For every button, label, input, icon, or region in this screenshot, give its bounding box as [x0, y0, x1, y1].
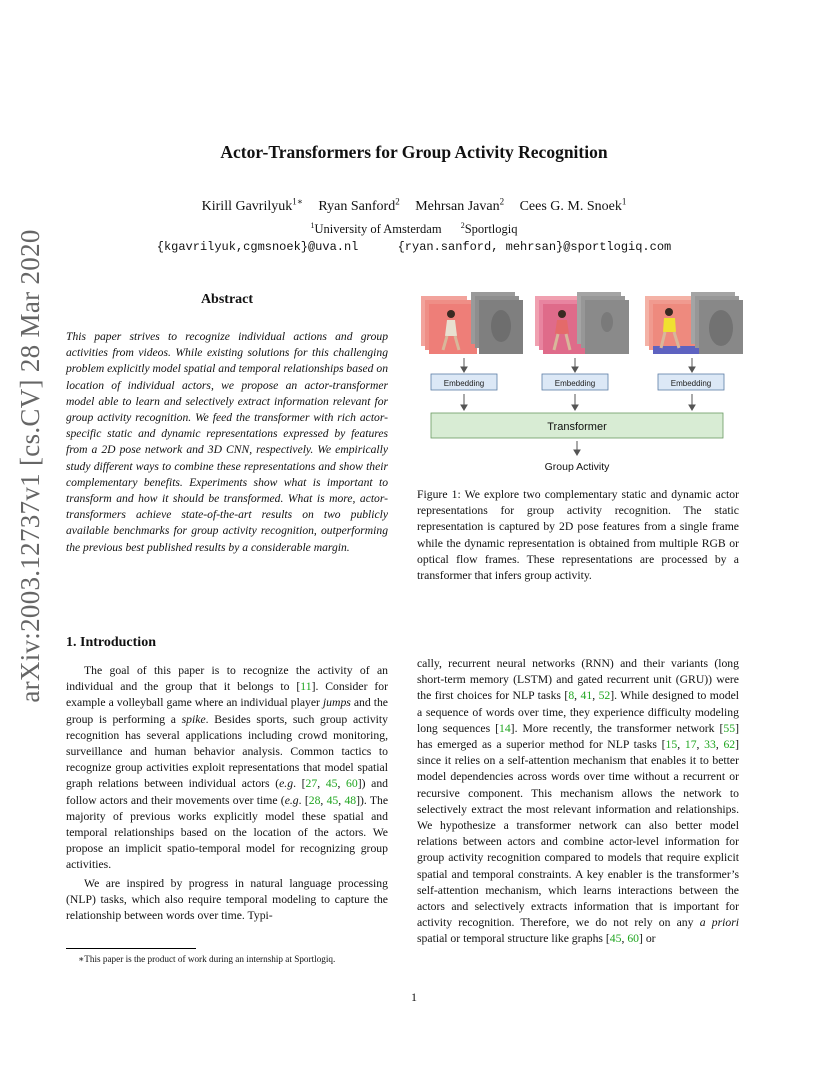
transformer-box [431, 413, 723, 438]
embedding-label-2: Embedding [554, 379, 596, 388]
embedding-box-3 [658, 374, 724, 390]
footnote: ∗This paper is the product of work during an internship at Sportlogiq. [78, 954, 336, 964]
intro-left-column [66, 663, 388, 924]
author-3: Mehrsan Javan$^2$ [415, 196, 505, 214]
abstract-text: This paper strives to recognize individual actions and group activities from videos. While existing solutions for this challenging problem explicitly model spatial and temporal relationships based on location of individual actors, we propose an actor-transformer model able to learn and selectively extract information relevant for group activity recognition. We feed the transformer with rich actor-specific static and dynamic representations expressed by features from a 2D pose network and 3D CNN, respectively. We empirically study different ways to combine these representations and show their complementary benefits. Experiments show what is important to transform and how it should be transformed. What is more, actor-transformers achieve state-of-the-art results on two publicly available benchmarks for group activity recognition, outperforming the previous best published results by a considerable margin. [66, 330, 388, 554]
embedding-box-2 [542, 374, 608, 390]
author-2: Ryan Sanford$^2$ [318, 196, 400, 214]
emails [0, 240, 828, 254]
actor-frames-3 [645, 292, 743, 354]
affiliation-2: $^2$Sportlogiq [460, 221, 518, 237]
embedding-label-1: Embedding [443, 379, 485, 388]
group-activity-label: Group Activity [544, 461, 610, 473]
arxiv-stamp: arXiv:2003.12737v1 [cs.CV] 28 Mar 2020 [15, 229, 45, 703]
transformer-label: Transformer [547, 421, 607, 433]
figure-1 [417, 288, 747, 478]
embedding-label-3: Embedding [670, 379, 712, 388]
embedding-box-1 [431, 374, 497, 390]
author-1: Kirill Gavrilyuk$^{1∗}$ [201, 196, 303, 214]
author-4: Cees G. M. Snoek$^1$ [519, 196, 627, 214]
arrows-top [461, 358, 695, 372]
intro-heading: 1. Introduction [66, 635, 156, 650]
intro-paragraph-2: We are inspired by progress in natural language processing (NLP) tasks, which also require temporal modeling to capture the relationship between words over time. Typi- [66, 876, 388, 923]
email-uva: {kgavrilyuk,cgmsnoek}@uva.nl [156, 240, 359, 254]
page-number: 1 [411, 990, 417, 1004]
intro-paragraph-3: cally, recurrent neural networks (RNN) and their variants (long short-term memory (LSTM) and gated recurrent unit (GRU)) were the first choices for NLP tasks [8, 41, 52]. While designed to model a sequence of words over time, they experience difficulty modeling long sequences [14]. More recently, the transformer network [55] has emerged as a superior method for NLP tasks [15, 17, 33, 62] since it relies on a self-attention mechanism that enables it to better model dependencies across words over time without a recurrent or recursive component. This mechanism allows the network to selectively extract the most relevant information and relationships. We hypothesize a transformer network can also better model relations between actors and combine actor-level information for group activity recognition compared to models that require explicit spatial and temporal constraints. A key enabler is the transformer’s self-attention mechanism, which learns interactions between the actors and selectively extracts information that is important for activity recognition. Therefore, we do not rely on any a priori spatial or temporal structure like graphs [45, 60] or [417, 657, 740, 946]
intro-right-column [417, 656, 739, 948]
footnote-rule [66, 948, 196, 949]
affiliation-1: $^1$University of Amsterdam [310, 221, 442, 237]
affiliations [0, 221, 828, 237]
figure-1-caption: Figure 1: We explore two complementary static and dynamic actor representations for group activity recognition. The static representation is captured by 2D pose features from a single frame while the dynamic representation is obtained from multiple RGB or optical flow frames. These representations are processed by a transformer that infers group activity. [417, 488, 739, 583]
arrows-middle [461, 394, 695, 410]
email-sportlogiq: {ryan.sanford, mehrsan}@sportlogiq.com [397, 240, 672, 254]
author-list [0, 196, 828, 215]
abstract-heading: Abstract [200, 292, 254, 307]
actor-frames-1 [421, 292, 523, 354]
actor-frames-2 [535, 292, 629, 354]
arrow-output [574, 441, 580, 455]
paper-title: Actor-Transformers for Group Activity Recognition [220, 142, 608, 162]
intro-paragraph-1: The goal of this paper is to recognize the activity of an individual and the group that it belongs to [11]. Consider for example a volleyball game where an individual player jumps and the group is performing a spike. Besides sports, such group activity recognition has several applications including crowd monitoring, surveillance and human behavior analysis. Common tactics to recognize group activities exploit representations that model spatial graph relations between individual actors (e.g. [27, 45, 60]) and follow actors and their movements over time (e.g. [28, 45, 48]). The majority of previous works explicitly model these spatial and temporal relationships based on the location of the actors. We propose an implicit spatio-temporal model for recognizing group activities. [66, 664, 389, 872]
